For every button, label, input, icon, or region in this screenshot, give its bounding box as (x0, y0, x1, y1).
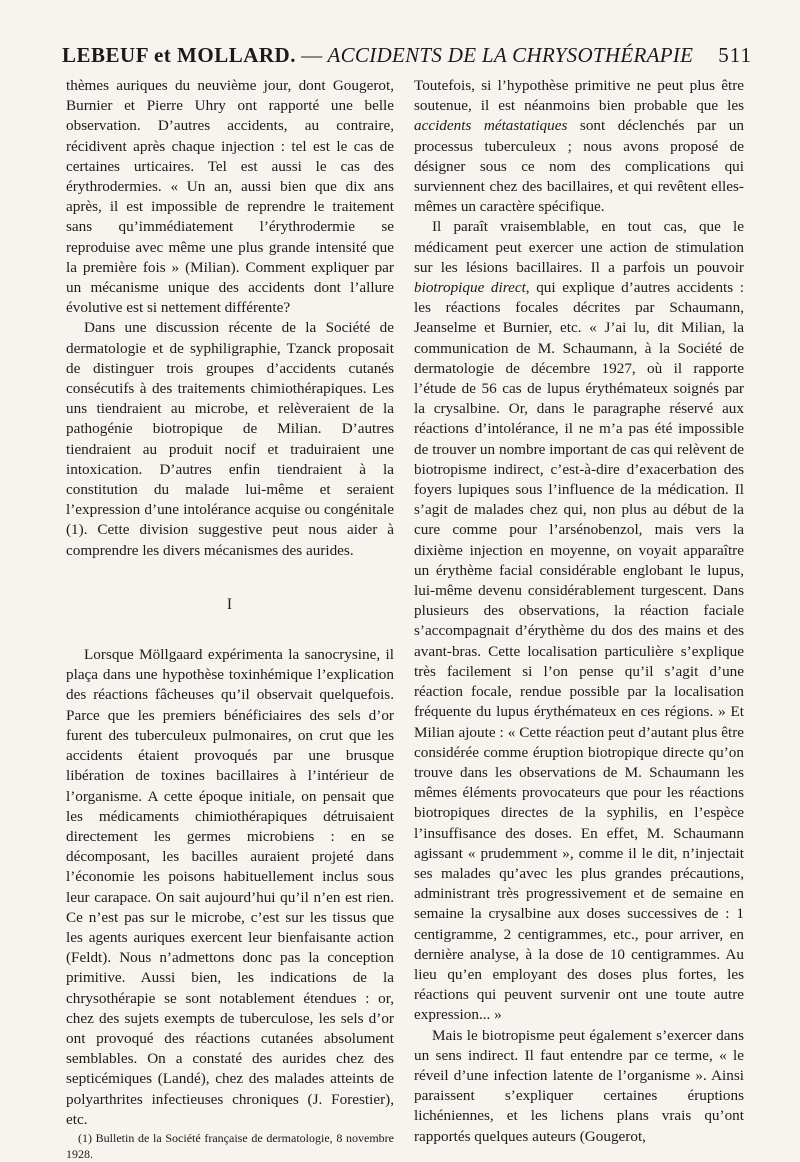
header-authors: LEBEUF et MOLLARD. (62, 43, 296, 67)
section-heading: I (226, 595, 234, 613)
left-paragraph-2: Dans une discussion récente de la Société de dermatologie et de syphiligraphie, Tzanck proposait de distinguer trois groupes d’accidents cutanés consécutifs à des traitements chimiothérapiques. Les uns tiendraient au microbe, et relèveraient de la pathogénie biotropique de Milian. D’autres tiendraient au produit nocif et traduiraient une intoxication. D’autres enfin tiendraient à la constitution du malade lui-même et seraient l’expression d’une intolérance acquise ou congénitale (1). Cette division suggestive peut nous aider à comprendre les divers mécanismes des aurides. (66, 319, 394, 559)
left-paragraph-3: Lorsque Möllgaard expérimenta la sanocrysine, il plaça dans une hypothèse toxinhémique l’explication des réactions fâcheuses qu’il observait quelquefois. Parce que les premiers bénéficiaires des sels d’or furent des tuberculeux pulmonaires, on crut que les accidents étaient provoqués par une brusque libération de toxines bacillaires à l’intérieur de l’organisme. A cette époque initiale, on pensait que les médicaments chimiothérapiques détruisaient directement les germes microbiens : en se décomposant, les bacilles auraient projeté dans l’économie les poisons habituellement inclus sous leur carapace. On sait aujourd’hui qu’il n’en est rien. Ce n’est pas sur le microbe, c’est sur les tissus que les agents auriques exercent leur bienfaisante action (Feldt). Nous n’admettons donc pas la conception primitive. Aussi bien, les indications de la chrysothérapie se sont notablement étendues : or, chez des sujets exempts de tuberculose, les sels d’or ont provoqué des réactions cutanées absolument semblables. On a constaté des aurides chez des septicémiques (Landé), chez des malades atteints de polyarthrites infectieuses chroniques (J. Forestier), etc. (66, 646, 394, 1128)
right-column (414, 76, 744, 1147)
right-paragraph-3: Mais le biotropisme peut également s’exercer dans un sens indirect. Il faut entendre par ce terme, « le réveil d’une infection latente de l’organisme ». Ainsi paraissent s’expliquer certaines éruptions lichéniennes, et les lichens plans vrais qu’ont rapportés quelques auteurs (Gougerot, (414, 1026, 744, 1145)
running-header (62, 42, 752, 68)
right-p1-text-b: sont déclenchés par un processus tuberculeux ; nous avons proposé de désigner sous ce nom des complications qui surviennent chez des bacillaires, et qui revêtent elles-mêmes un caractère spécifique. (414, 117, 744, 216)
page-number: 511 (718, 43, 752, 67)
footnote: (1) Bulletin de la Société française de dermatologie, 8 novembre 1928. (66, 1130, 394, 1161)
right-paragraph-2 (414, 217, 744, 1025)
left-paragraph-1: thèmes auriques du neuvième jour, dont Gougerot, Burnier et Pierre Uhry ont rapporté une belle observation. D’autres accidents, au contraire, récidivent après chaque injection : tel est le cas de certaines urticaires. Tel est aussi le cas des érythrodermies. « Un an, aussi bien que dix ans après, il est impossible de reprendre le traitement sans qu’immédiatement l’érythrodermie se reproduise avec même une plus grande intensité que la première fois » (Milian). Comment expliquer par un mécanisme unique des accidents dont l’allure évolutive est si nettement différente? (66, 77, 394, 317)
header-title: ACCIDENTS DE LA CHRYSOTHÉRAPIE (327, 43, 694, 67)
right-p2-text-b: , qui explique d’autres accidents : les réactions focales décrites par Schaumann, Jeanselme et Burnier, etc. « J’ai lu, dit Milian, la communication de M. Schaumann, à la Société de dermatologie de décembre 1927, où il rapporte l’étude de 56 cas de lupus érythémateux soignés par la crysalbine. Or, dans le paragraphe réservé aux réactions d’intolérance, il ne m’a pas été impossible de trouver un nombre important de cas qui relèvent de biotropisme indirect, c’est-à-dire d’exacerbation des foyers lupiques sous l’influence de la médication. Il s’agit de malades chez qui, non plus au début de la cure comme pour l’arsénobenzol, mais vers la dixième injection en moyenne, on voyait apparaître un érythème facial considérable englobant le lupus, lui-même devenu considérablement turgescent. Dans plusieurs des observations, la réaction faciale s’accompagnait d’érythème du dos des mains et des avant-bras. Cette localisation particulière s’explique très facilement si l’on pense qu’il s’agit d’une réaction focale, rendue possible par la localisation fréquente du lupus érythémateux en ces régions. » Et Milian ajoute : « Cette réaction peut d’autant plus être considérée comme éruption biotropique directe qu’on trouve dans les observations de M. Schaumann les mêmes éléments provocateurs que pour les réactions biotropiques directes de la syphilis, en l’espèce l’insuffisance des doses. En effet, M. Schaumann agissant « prudemment », comme il le dit, n’injectait ses malades qu’avec les plus grandes précautions, administrant très progressivement et de semaine en semaine la crysalbine aux doses successives de : 1 centigramme, 2 centigrammes, etc., pour arriver, en dernière analyse, à la dose de 10 centigrammes. Au lieu qu’en employant des doses plus fortes, les réactions qui peuvent survenir ont une toute autre expression... » (414, 279, 745, 1024)
right-p1-text-a: Toutefois, si l’hypothèse primitive ne peut plus être soutenue, il est néanmoins bien probable que les (414, 77, 744, 115)
right-p1-emphasis: accidents métastatiques (414, 117, 568, 135)
left-column (66, 76, 394, 1162)
header-dash: — (295, 43, 328, 67)
right-p2-text-a: Il paraît vraisemblable, en tout cas, que le médicament peut exercer une action de stimulation sur les lésions bacillaires. Il a parfois un pouvoir (414, 218, 744, 276)
right-p2-emphasis: biotropique direct (414, 279, 526, 297)
right-paragraph-1 (414, 76, 744, 217)
